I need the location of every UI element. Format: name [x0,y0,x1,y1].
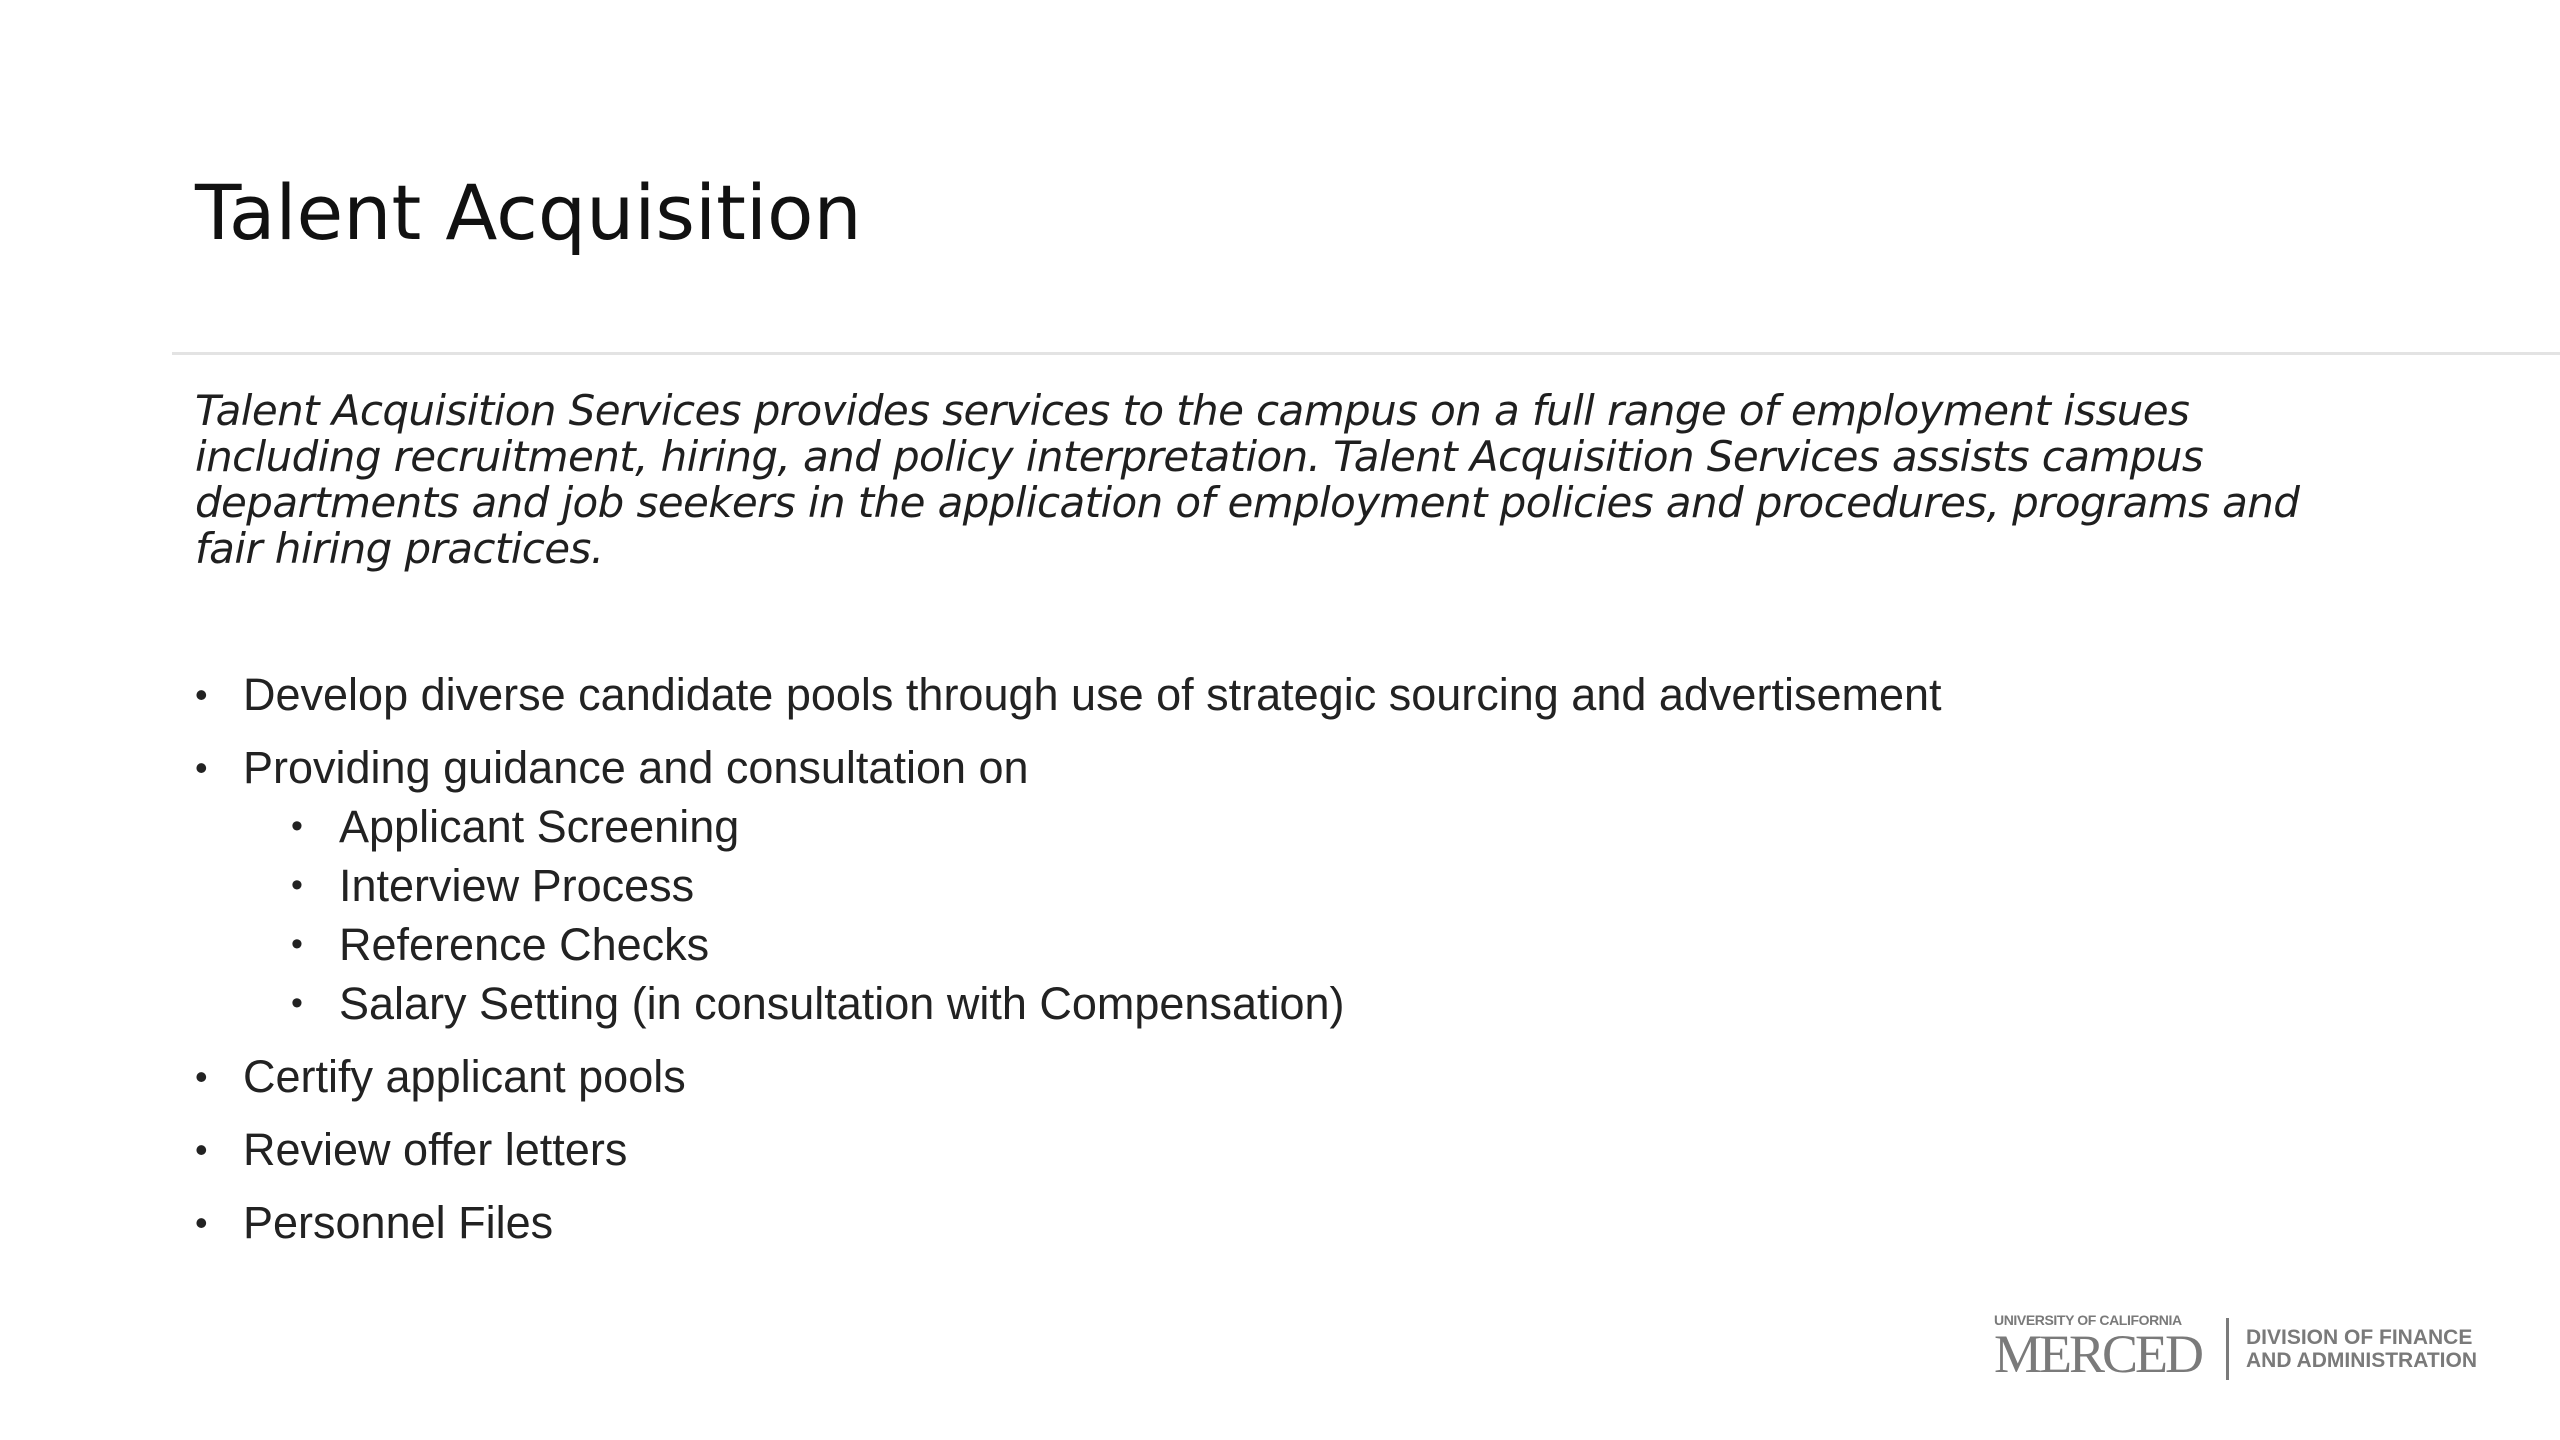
logo-division-line-1: DIVISION OF FINANCE [2246,1326,2473,1349]
logo-separator [2226,1318,2229,1380]
bullet-icon: • [195,674,208,715]
list-item-text: Certify applicant pools [243,1051,686,1102]
list-item [195,1048,1942,1106]
sub-list-item [291,856,1942,915]
title-divider [172,352,2560,355]
slide-title: Talent Acquisition [195,168,862,257]
bullet-icon: • [195,1129,208,1170]
sub-list-item [291,915,1942,974]
list-item-text: Review offer letters [243,1124,628,1175]
logo-division-text [2246,1326,2477,1372]
bullet-icon: • [291,925,303,963]
sub-list-item [291,974,1942,1033]
bullet-icon: • [195,1056,208,1097]
bullet-icon: • [195,1202,208,1243]
logo-division-line-2: AND ADMINISTRATION [2246,1349,2477,1372]
bullet-list [195,666,1942,1267]
sub-list-item-text: Applicant Screening [339,801,740,852]
logo-campus-text: MERCED [1994,1324,2202,1384]
sub-list-item-text: Reference Checks [339,919,710,970]
list-item [195,739,1942,1033]
list-item-text: Develop diverse candidate pools through use of strategic sourcing and advertisement [243,669,1942,720]
bullet-icon: • [291,866,303,904]
list-item [195,1121,1942,1179]
logo-university-text: UNIVERSITY OF CALIFORNIA [1994,1312,2182,1328]
list-item [195,666,1942,724]
bullet-icon: • [291,807,303,845]
list-item-text: Providing guidance and consultation on [243,742,1029,793]
uc-merced-logo [1994,1312,2494,1384]
list-item [195,1194,1942,1252]
bullet-icon: • [195,747,208,788]
sub-list-item-text: Interview Process [339,860,695,911]
sub-bullet-list [243,797,1942,1033]
sub-list-item-text: Salary Setting (in consultation with Compensation) [339,978,1345,1029]
bullet-icon: • [291,984,303,1022]
intro-paragraph: Talent Acquisition Services provides services to the campus on a full range of employment issues including recruitment, hiring, and policy interpretation. Talent Acquisition Services assists campus departments and job seekers in the application of employment policies and procedures, programs and fair hiring practices. [195,386,2300,573]
list-item-text: Personnel Files [243,1197,554,1248]
sub-list-item [291,797,1942,856]
